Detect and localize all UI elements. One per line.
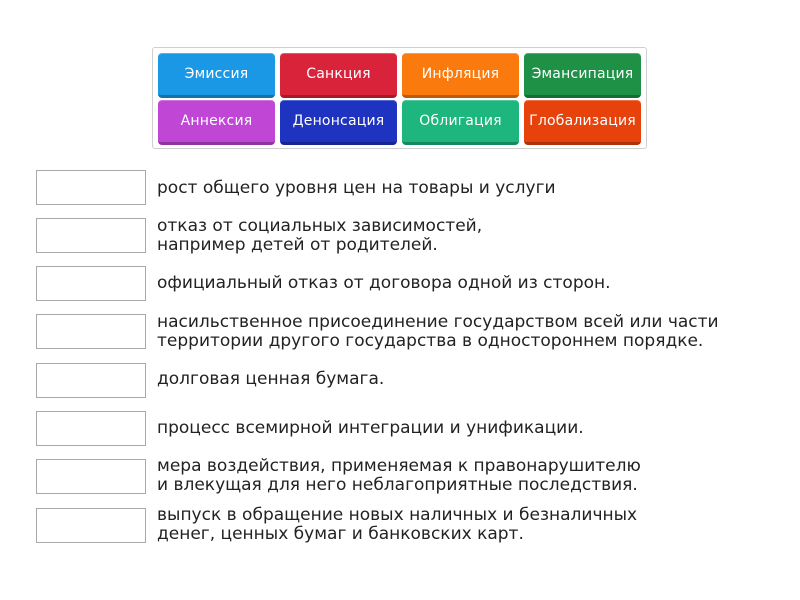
answer-drop-box[interactable] xyxy=(36,170,146,205)
definition-text: насильственное присоединение государством всей или части территории другого государства в одностороннем порядке. xyxy=(157,312,719,351)
answer-drop-box[interactable] xyxy=(36,218,146,253)
definition-text: отказ от социальных зависимостей, например детей от родителей. xyxy=(157,216,483,255)
answer-drop-box[interactable] xyxy=(36,459,146,494)
answer-drop-box[interactable] xyxy=(36,363,146,398)
tile-obligatsiya[interactable]: Облигация xyxy=(402,100,519,145)
answer-drop-box[interactable] xyxy=(36,266,146,301)
tile-bank xyxy=(152,47,647,149)
definition-text: выпуск в обращение новых наличных и безналичных денег, ценных бумаг и банковских карт. xyxy=(157,505,638,544)
definition-text: долговая ценная бумага. xyxy=(157,369,385,389)
definition-text: мера воздействия, применяемая к правонарушителю и влекущая для него неблагоприятные последствия. xyxy=(157,456,641,495)
answer-drop-box[interactable] xyxy=(36,411,146,446)
answer-drop-box[interactable] xyxy=(36,508,146,543)
tile-anneksiya[interactable]: Аннексия xyxy=(158,100,275,145)
definition-text: процесс всемирной интеграции и унификации. xyxy=(157,418,584,438)
tile-emissiya[interactable]: Эмиссия xyxy=(158,53,275,98)
tile-sanktsiya[interactable]: Санкция xyxy=(280,53,397,98)
tile-globalizatsiya[interactable]: Глобализация xyxy=(524,100,641,145)
answer-drop-box[interactable] xyxy=(36,314,146,349)
tile-denonsatsiya[interactable]: Денонсация xyxy=(280,100,397,145)
tile-inflyatsiya[interactable]: Инфляция xyxy=(402,53,519,98)
tile-emansipatsiya[interactable]: Эмансипация xyxy=(524,53,641,98)
definition-text: рост общего уровня цен на товары и услуги xyxy=(157,178,556,198)
definition-text: официальный отказ от договора одной из сторон. xyxy=(157,273,611,293)
